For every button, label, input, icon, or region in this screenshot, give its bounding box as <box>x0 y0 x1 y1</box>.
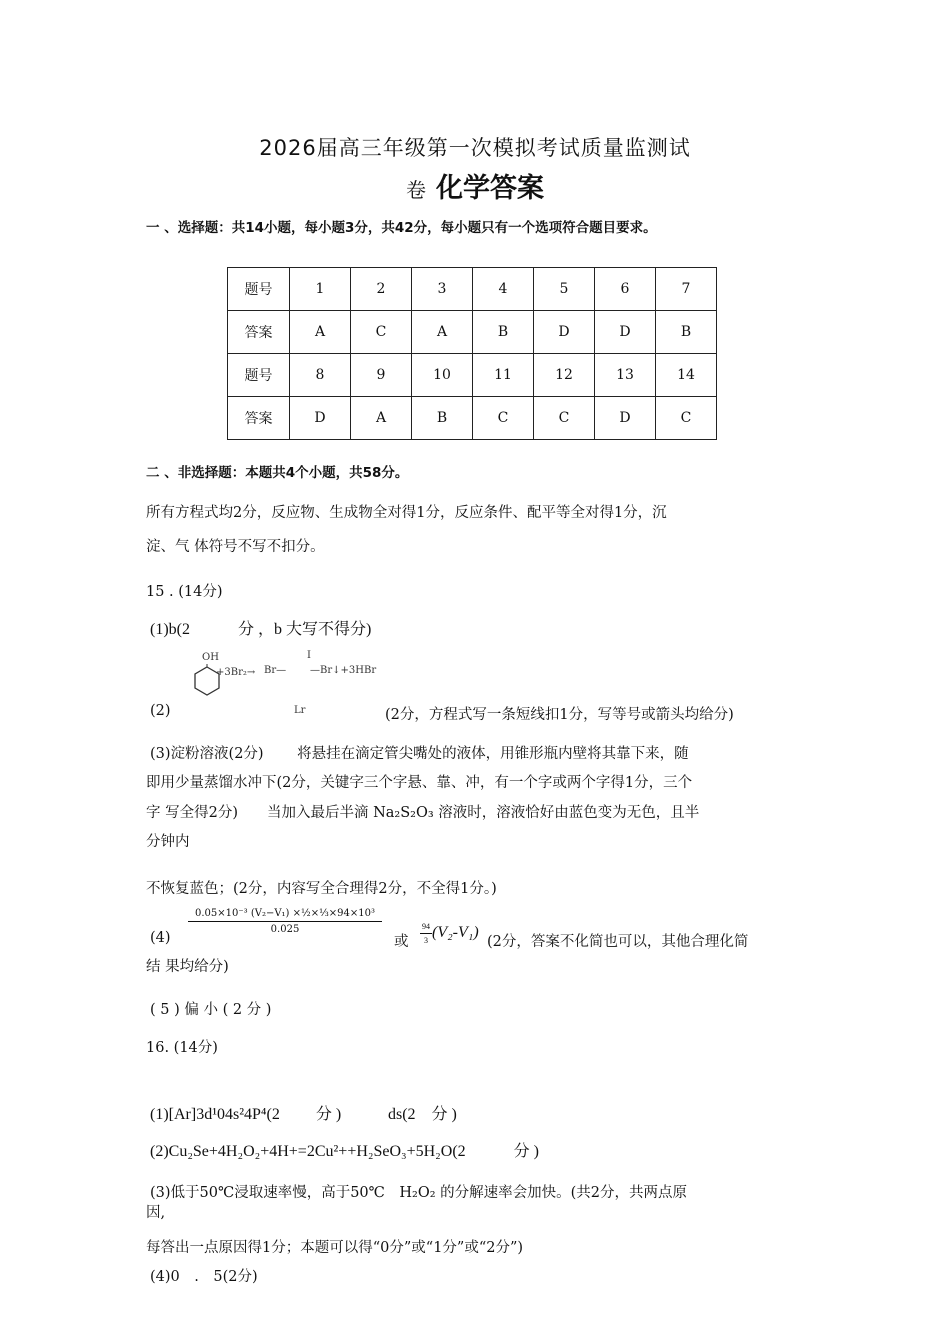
alt-denominator: 3 <box>424 936 428 945</box>
table-cell: 1 <box>290 268 351 311</box>
q16-part1-a: (1)[Ar]3d¹04s²4P⁴(2 分 ) <box>150 1106 342 1123</box>
table-cell: B <box>412 397 473 440</box>
table-row <box>228 268 717 311</box>
q15-part4-note2: 结 果均给分) <box>146 959 229 975</box>
q16-part3-c: 每答出一点原因得1分；本题可以得“0分”或“1分”或“2分”) <box>146 1240 524 1256</box>
table-row <box>228 354 717 397</box>
title-line2 <box>0 166 950 205</box>
alt-formula <box>420 922 479 945</box>
table-cell: D <box>595 397 656 440</box>
table-cell: D <box>290 397 351 440</box>
q15-part3-c: 字 写全得2分) 当加入最后半滴 Na₂S₂O₃ 溶液时，溶液恰好由蓝色变为无色，且半 <box>146 805 700 821</box>
table-cell: 2 <box>351 268 412 311</box>
section2-heading: 二 、非选择题：本题共4个小题，共58分。 <box>146 465 409 481</box>
table-cell: A <box>290 311 351 354</box>
answer-table <box>227 267 717 440</box>
table-cell: 12 <box>534 354 595 397</box>
oh-label: OH <box>202 652 219 663</box>
formula-denominator: 0.025 <box>270 924 300 935</box>
bottom-mark: Lr <box>294 705 306 716</box>
q15-part3-d: 分钟内 <box>146 834 190 850</box>
q16-part3-a: (3)低于50℃浸取速率慢，高于50℃ H₂O₂ 的分解速率会加快。(共2分，共两点原 <box>150 1185 688 1201</box>
row-label: 答案 <box>228 397 290 440</box>
table-cell: D <box>534 311 595 354</box>
table-cell: 4 <box>473 268 534 311</box>
br-right: —Br↓+3HBr <box>310 665 377 676</box>
reagent: +3Br₂→ <box>216 667 256 678</box>
title-line1: 2026届高三年级第一次模拟考试质量监测试 <box>259 136 691 160</box>
table-cell: 7 <box>656 268 717 311</box>
table-cell: 13 <box>595 354 656 397</box>
table-cell: 9 <box>351 354 412 397</box>
br-left: Br— <box>264 665 287 676</box>
table-cell: C <box>656 397 717 440</box>
note-line2: 淀、气 体符号不写不扣分。 <box>146 539 325 555</box>
alt-expression: (V₂-V₁) <box>432 924 479 942</box>
table-cell: C <box>473 397 534 440</box>
q15-part3-b: 即用少量蒸馏水冲下(2分，关键字三个字悬、靠、冲，有一个字或两个字得1分，三个 <box>146 775 693 791</box>
row-label: 题号 <box>228 354 290 397</box>
q15-part2-note: (2分，方程式写一条短线扣1分，写等号或箭头均给分) <box>385 707 734 723</box>
q16-part3-b: 因, <box>146 1205 166 1221</box>
table-row <box>228 311 717 354</box>
table-cell: 8 <box>290 354 351 397</box>
q15-part3-a: (3)淀粉溶液(2分) 将悬挂在滴定管尖嘴处的液体，用锥形瓶内壁将其靠下来，随 <box>150 746 689 762</box>
formula-numerator: 0.05×10⁻³ (V₂−V₁) ×½×⅓×94×10³ <box>188 908 382 922</box>
row-label: 题号 <box>228 268 290 311</box>
formula-fraction <box>188 908 382 935</box>
table-cell: D <box>595 311 656 354</box>
table-cell: A <box>412 311 473 354</box>
section1-heading: 一 、选择题：共14小题，每小题3分，共42分，每小题只有一个选项符合题目要求。 <box>146 220 657 236</box>
q16-part4: (4)0 . 5(2分) <box>150 1269 258 1285</box>
q15-part4-note: (2分，答案不化简也可以，其他合理化简 <box>487 934 749 950</box>
table-row <box>228 397 717 440</box>
bromination-equation <box>186 650 386 720</box>
q16-part2: (2)Cu₂Se+4H₂O₂+4H+=2Cu²++H₂SeO₃+5H₂O(2 分 ) <box>150 1143 539 1160</box>
table-cell: 3 <box>412 268 473 311</box>
q16-heading: 16. (14分) <box>146 1040 218 1056</box>
alt-numerator: 94 <box>420 922 432 934</box>
q15-part3-e: 不恢复蓝色；(2分，内容写全合理得2分，不全得1分。) <box>146 881 497 897</box>
q15-part2-label: (2) <box>150 703 171 719</box>
q15-part5: ( 5 ) 偏 小 ( 2 分 ) <box>150 1002 272 1018</box>
table-cell: 6 <box>595 268 656 311</box>
q16-part1-b: ds(2 分 ) <box>388 1106 457 1123</box>
table-cell: A <box>351 397 412 440</box>
table-cell: 11 <box>473 354 534 397</box>
q15-heading: 15 . (14分) <box>146 584 223 600</box>
table-cell: B <box>656 311 717 354</box>
title-prefix: 卷 <box>406 178 426 202</box>
title-main: 化学答案 <box>436 173 544 204</box>
row-label: 答案 <box>228 311 290 354</box>
top-mark: I <box>307 650 311 661</box>
table-cell: B <box>473 311 534 354</box>
or-text: 或 <box>394 934 409 950</box>
q15-part1: (1)b(2 分 ，b 大写不得分) <box>150 621 372 638</box>
table-cell: C <box>351 311 412 354</box>
table-cell: C <box>534 397 595 440</box>
table-cell: 10 <box>412 354 473 397</box>
table-cell: 5 <box>534 268 595 311</box>
q15-part4-label: (4) <box>150 930 171 946</box>
table-cell: 14 <box>656 354 717 397</box>
note-line1: 所有方程式均2分，反应物、生成物全对得1分，反应条件、配平等全对得1分，沉 <box>146 505 667 521</box>
